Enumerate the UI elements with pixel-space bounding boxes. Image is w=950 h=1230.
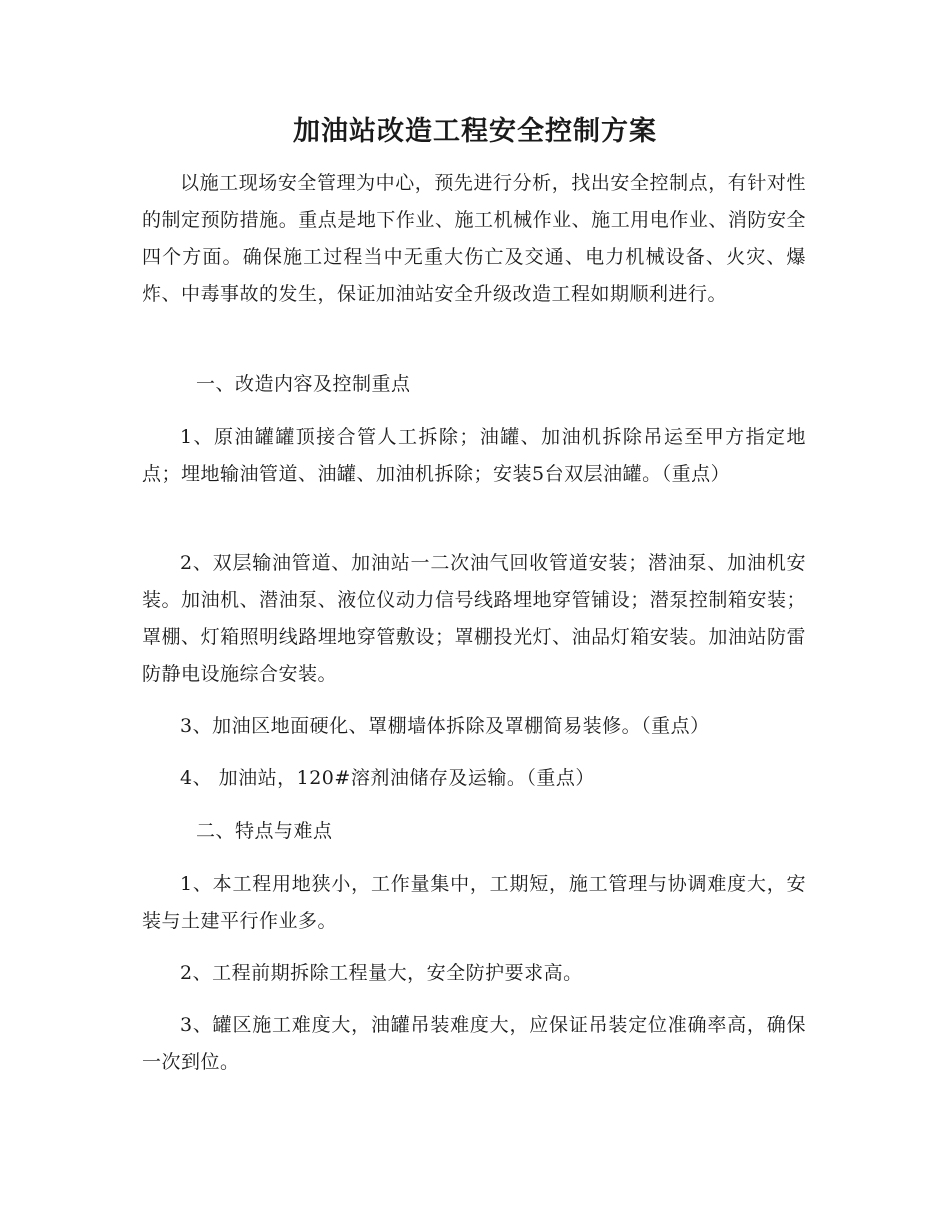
intro-paragraph: 以施工现场安全管理为中心，预先进行分析，找出安全控制点，有针对性的制定预防措施。重点是地下作业、施工机械作业、施工用电作业、消防安全四个方面。确保施工过程当中无重大伤亡及交通、电力机械设备、火灾、爆炸、中毒事故的发生，保证加油站安全升级改造工程如期顺利进行。 — [142, 172, 806, 305]
section1-item-3: 3、加油区地面硬化、罩棚墙体拆除及罩棚简易装修。（重点） — [180, 715, 710, 737]
section-heading-1: 一、改造内容及控制重点 — [196, 373, 411, 395]
section2-item-1: 1、本工程用地狭小，工作量集中，工期短，施工管理与协调难度大，安装与土建平行作业多。 — [142, 873, 806, 932]
section-heading-2: 二、特点与难点 — [196, 820, 333, 842]
section2-item-3: 3、罐区施工难度大，油罐吊装难度大，应保证吊装定位准确率高，确保一次到位。 — [142, 1014, 806, 1073]
section2-item-2: 2、工程前期拆除工程量大，安全防护要求高。 — [180, 962, 583, 984]
section1-item-1: 1、原油罐罐顶接合管人工拆除；油罐、加油机拆除吊运至甲方指定地点；埋地输油管道、油罐、加油机拆除；安装5台双层油罐。（重点） — [142, 426, 806, 485]
document-title: 加油站改造工程安全控制方案 — [293, 116, 657, 147]
section1-item-2: 2、双层输油管道、加油站一二次油气回收管道安装；潜油泵、加油机安装。加油机、潜油泵、液位仪动力信号线路埋地穿管铺设；潜泵控制箱安装；罩棚、灯箱照明线路埋地穿管敷设；罩棚投光灯、油品灯箱安装。加油站防雷防静电设施综合安装。 — [142, 552, 806, 685]
section1-item-4: 4、 加油站，120#溶剂油储存及运输。（重点） — [180, 767, 595, 789]
